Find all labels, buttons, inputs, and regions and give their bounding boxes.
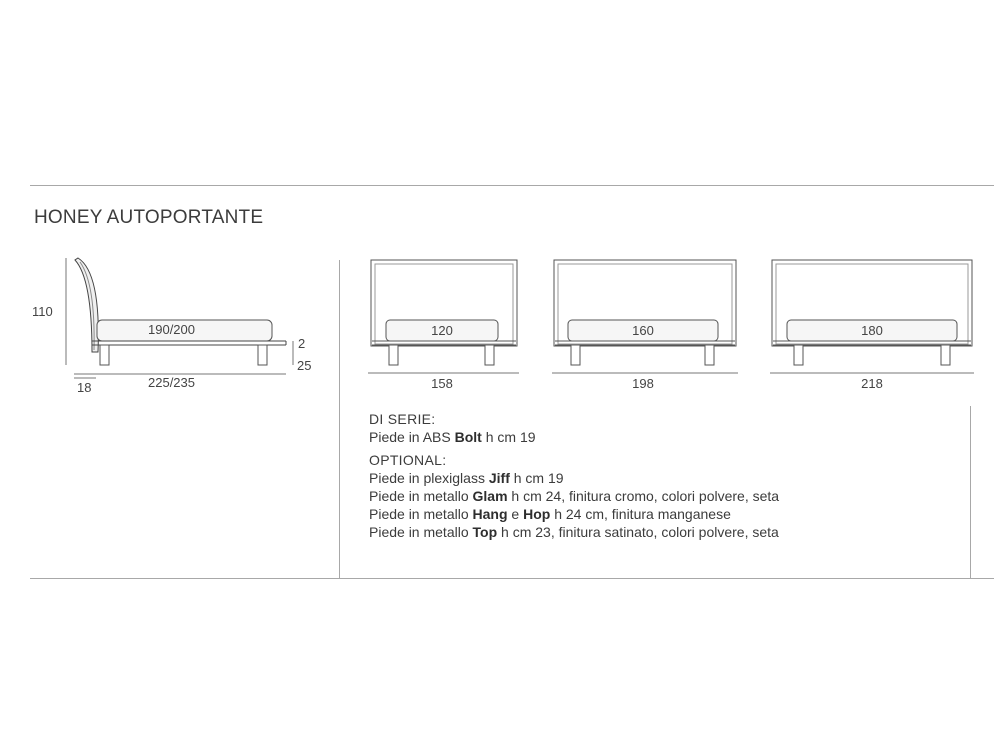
specs-block	[369, 410, 964, 541]
bottom-rule	[30, 578, 994, 579]
height-label: 110	[32, 304, 53, 319]
overall-length-label: 225/235	[148, 375, 195, 390]
product-title: HONEY AUTOPORTANTE	[34, 207, 264, 228]
front-view-120	[368, 260, 519, 373]
mattress-width-label: 180	[861, 323, 883, 338]
optional-item: Piede in metallo Hang e Hop h 24 cm, finitura manganese	[369, 506, 731, 522]
right-divider	[970, 406, 971, 578]
mattress-length-label: 190/200	[148, 322, 195, 337]
overall-width-label: 198	[632, 376, 654, 391]
optional-item: Piede in metallo Top h cm 23, finitura satinato, colori polvere, seta	[369, 524, 779, 540]
standard-heading: DI SERIE:	[369, 411, 436, 427]
overall-width-label: 218	[861, 376, 883, 391]
leg	[389, 345, 398, 365]
top-thickness-label: 2	[298, 336, 306, 351]
leg	[941, 345, 950, 365]
leg	[794, 345, 803, 365]
optional-heading: OPTIONAL:	[369, 452, 447, 468]
optional-item: Piede in metallo Glam h cm 24, finitura cromo, colori polvere, seta	[369, 488, 780, 504]
leg-height-label: 25	[297, 358, 312, 373]
overall-width-label: 158	[431, 376, 453, 391]
optional-item: Piede in plexiglass Jiff h cm 19	[369, 470, 564, 486]
front-view-160	[552, 260, 738, 373]
mattress-width-label: 160	[632, 323, 654, 338]
front-view-180	[770, 260, 974, 373]
mattress-width-label: 120	[431, 323, 453, 338]
leg	[571, 345, 580, 365]
leg	[705, 345, 714, 365]
leg	[485, 345, 494, 365]
standard-item: Piede in ABS Bolt h cm 19	[369, 429, 536, 445]
headboard-depth-label: 18	[77, 380, 92, 395]
